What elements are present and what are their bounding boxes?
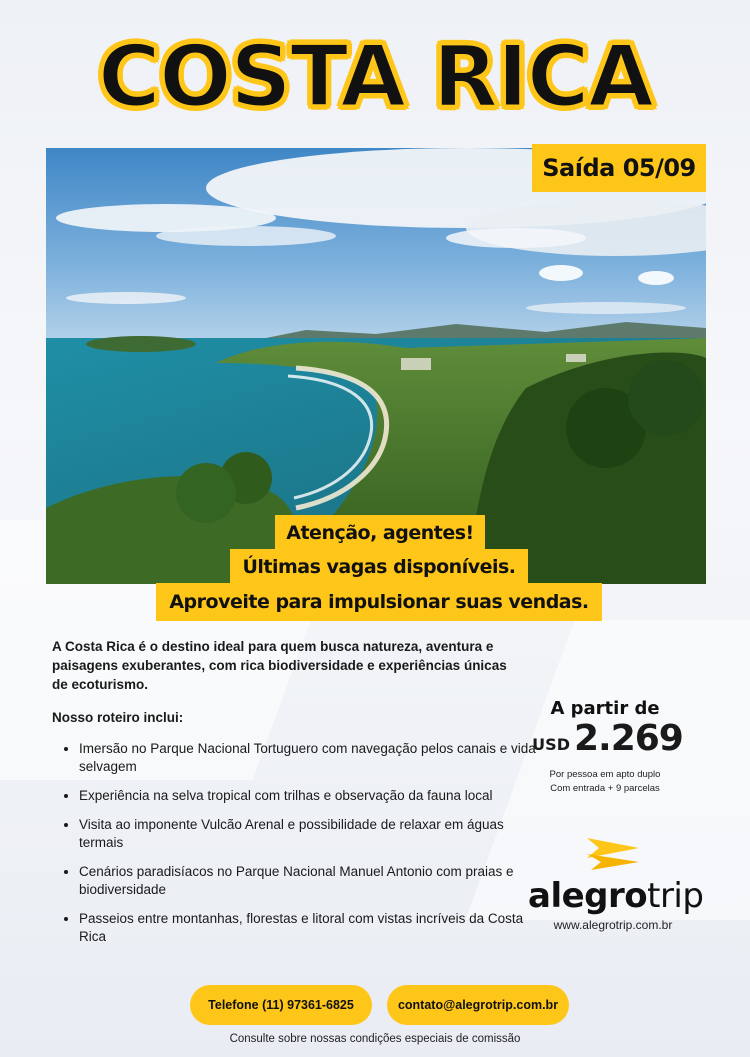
brand-name-part-2: trip — [647, 876, 704, 916]
list-item: • Cenários paradisíacos no Parque Nacional Manuel Antonio com praias e biodiversidade — [79, 863, 539, 899]
list-item: • Visita ao imponente Vulcão Arenal e possibilidade de relaxar em águas termais — [79, 816, 539, 852]
itinerary-title: Nosso roteiro inclui: — [52, 710, 184, 725]
list-item: • Experiência na selva tropical com trilhas e observação da fauna local — [79, 787, 539, 805]
ribbon-line-2: Últimas vagas disponíveis. — [230, 549, 528, 585]
price-note-line-2: Com entrada + 9 parcelas — [550, 783, 660, 794]
ribbon-line-3: Aproveite para impulsionar suas vendas. — [156, 583, 602, 621]
price-note-line-1: Por pessoa em apto duplo — [549, 769, 661, 780]
website-link[interactable]: www.alegrotrip.com.br — [553, 918, 673, 932]
ribbon-line-1: Atenção, agentes! — [275, 515, 485, 551]
price-from-label: A partir de — [550, 698, 660, 719]
price-amount: 2.269 — [573, 718, 683, 759]
brand-name-part-1: alegro — [528, 876, 648, 916]
intro-paragraph: A Costa Rica é o destino ideal para quem busca natureza, aventura e paisagens exuberantes, com rica biodiversidade e experiências únicas de ecoturismo. — [52, 639, 507, 692]
brand-logo — [528, 876, 704, 916]
price-note — [530, 768, 680, 796]
price-currency: USD — [532, 735, 570, 754]
departure-date-badge: Saída 05/09 — [532, 144, 706, 192]
price — [532, 718, 683, 759]
page-title: COSTA RICA — [97, 27, 653, 127]
email-button[interactable]: contato@alegrotrip.com.br — [387, 985, 569, 1025]
list-item: • Passeios entre montanhas, florestas e litoral com vistas incríveis da Costa Rica — [79, 910, 539, 946]
itinerary-list — [52, 740, 539, 957]
footer-note: Consulte sobre nossas condições especiais de comissão — [229, 1033, 521, 1045]
phone-button[interactable]: Telefone (11) 97361-6825 — [190, 985, 372, 1025]
chevron-arrows-logo-icon — [585, 836, 643, 877]
list-item: • Imersão no Parque Nacional Tortuguero com navegação pelos canais e vida selvagem — [79, 740, 539, 776]
